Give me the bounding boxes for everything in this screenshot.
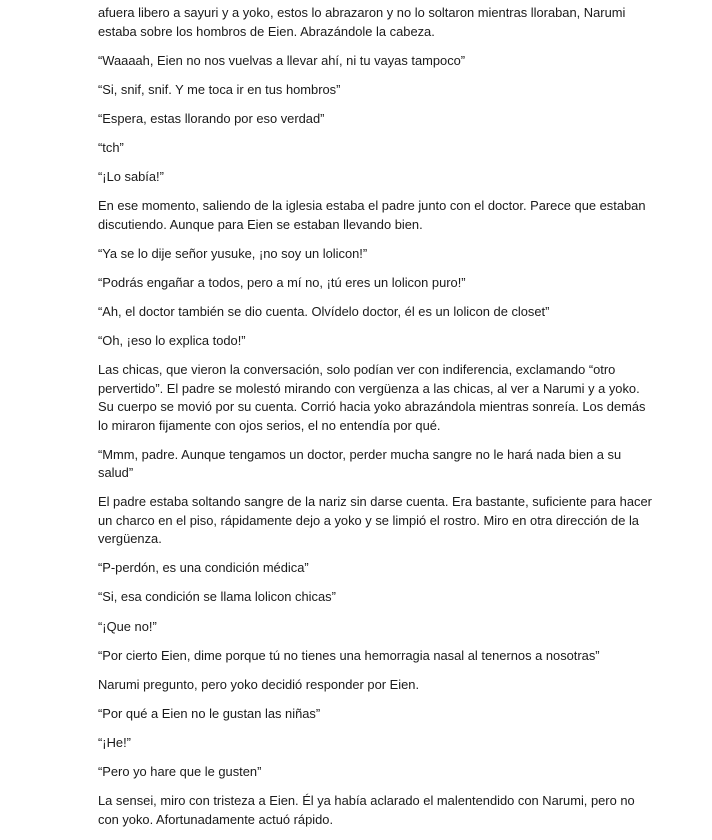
dialogue-line: “Pero yo hare que le gusten”: [98, 763, 262, 779]
dialogue-line: “¡He!”: [98, 734, 131, 750]
dialogue-line: “Ya se lo dije señor yusuke, ¡no soy un lolicon!”: [98, 245, 368, 261]
dialogue-line: “¡Que no!”: [98, 618, 157, 634]
dialogue-line: “Mmm, padre. Aunque tengamos un doctor, perder mucha sangre no le hará nada bien a su salud”: [98, 446, 622, 481]
dialogue-line: “Si, esa condición se llama lolicon chicas”: [98, 589, 336, 605]
dialogue-line: “Espera, estas llorando por eso verdad”: [98, 110, 325, 126]
paragraph: Narumi pregunto, pero yoko decidió responder por Eien.: [98, 676, 420, 692]
dialogue-line: “Si, snif, snif. Y me toca ir en tus hombros”: [98, 81, 341, 97]
dialogue-line: “Waaaah, Eien no nos vuelvas a llevar ahí, ni tu vayas tampoco”: [98, 52, 466, 68]
document-body: [98, 4, 658, 840]
paragraph: El padre estaba soltando sangre de la nariz sin darse cuenta. Era bastante, suficiente para hacer un charco en el piso, rápidamente dejo a yoko y se limpió el rostro. Miro en otra dirección de la vergüenza.: [98, 494, 652, 547]
dialogue-line: “Ah, el doctor también se dio cuenta. Olvídelo doctor, él es un lolicon de closet”: [98, 303, 550, 319]
dialogue-line: “tch”: [98, 139, 124, 155]
dialogue-line: “Por qué a Eien no le gustan las niñas”: [98, 705, 321, 721]
dialogue-line: “P-perdón, es una condición médica”: [98, 560, 309, 576]
paragraph: afuera libero a sayuri y a yoko, estos lo abrazaron y no lo soltaron mientras lloraban, Narumi estaba sobre los hombros de Eien. Abrazándole la cabeza.: [98, 5, 626, 39]
paragraph: En ese momento, saliendo de la iglesia estaba el padre junto con el doctor. Parece que estaban discutiendo. Aunque para Eien se estaban llevando bien.: [98, 198, 646, 232]
dialogue-line: “Oh, ¡eso lo explica todo!”: [98, 332, 246, 348]
dialogue-line: “Por cierto Eien, dime porque tú no tienes una hemorragia nasal al tenernos a nosotras”: [98, 647, 600, 663]
paragraph: Las chicas, que vieron la conversación, solo podían ver con indiferencia, exclamando “otro pervertido”. El padre se molestó mirando con vergüenza a las chicas, al ver a Narumi y a yoko. Su cuerpo se movió por su cuenta. Corrió hacia yoko abrazándola mientras sonreía. Los demás lo miraron fijamente con ojos serios, el no entendía por qué.: [98, 362, 646, 433]
dialogue-line: “Podrás engañar a todos, pero a mí no, ¡tú eres un lolicon puro!”: [98, 274, 466, 290]
paragraph: La sensei, miro con tristeza a Eien. Él ya había aclarado el malentendido con Narumi, pero no con yoko. Afortunadamente actuó rápido.: [98, 793, 635, 827]
dialogue-line: “¡Lo sabía!”: [98, 168, 164, 184]
